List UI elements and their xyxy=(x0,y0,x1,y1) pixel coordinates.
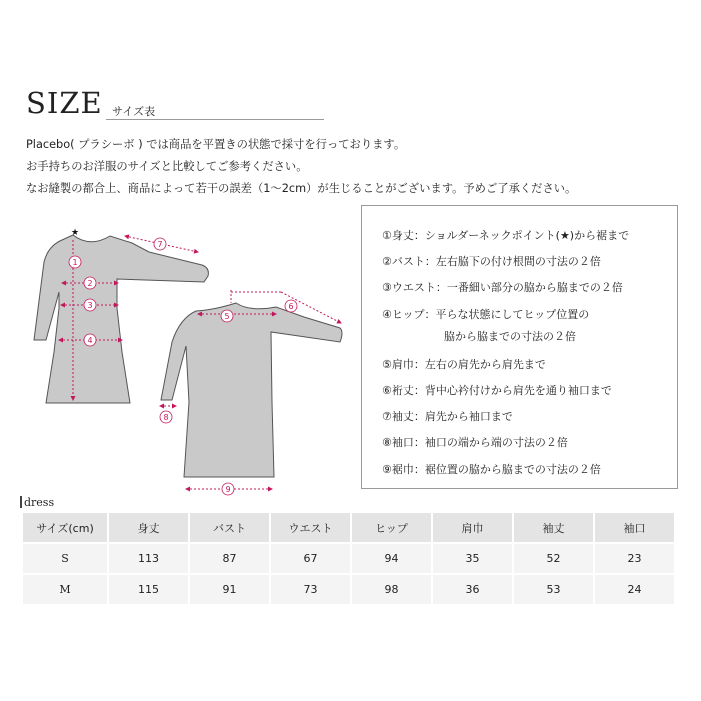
table-row xyxy=(23,575,674,604)
legend-item-body-length: ①身丈：ショルダーネックポイント(★)から裾まで xyxy=(382,229,630,242)
table-cell: 23 xyxy=(595,544,674,573)
table-row xyxy=(23,544,674,573)
legend-item-hip-continued: 脇から脇までの寸法の２倍 xyxy=(444,330,576,343)
back-dress-illustration xyxy=(161,303,342,477)
header-cuff: 袖口 xyxy=(595,513,674,542)
measure-label-6: 6 xyxy=(288,302,294,311)
measure-label-2: 2 xyxy=(87,279,93,288)
measure-cuff xyxy=(160,406,176,423)
table-cell: 91 xyxy=(190,575,269,604)
measure-label-9: 9 xyxy=(225,485,231,494)
front-dress-illustration xyxy=(34,235,208,403)
header-bust: バスト xyxy=(190,513,269,542)
legend-item-shoulder-width: ⑤肩巾：左右の肩先から肩先まで xyxy=(382,358,546,371)
table-cell: 24 xyxy=(595,575,674,604)
table-cell: 94 xyxy=(352,544,431,573)
header-body-length: 身丈 xyxy=(109,513,188,542)
table-label-marker xyxy=(20,496,22,508)
legend-item-bust: ②バスト：左右脇下の付け根間の寸法の２倍 xyxy=(382,255,601,268)
title-divider xyxy=(106,119,324,120)
measurement-diagram xyxy=(14,222,354,500)
intro-line-3: なお縫製の都合上、商品によって若干の誤差（1〜2cm）が生じることがございます。予めご了承ください。 xyxy=(26,182,577,195)
table-cell: 113 xyxy=(109,544,188,573)
intro-line-1: Placebo( プラシーボ ) では商品を平置きの状態で採寸を行っております。 xyxy=(26,138,406,151)
page-subtitle: サイズ表 xyxy=(112,105,156,118)
legend-item-cuff: ⑧袖口：袖口の端から端の寸法の２倍 xyxy=(382,436,568,449)
measure-label-7: 7 xyxy=(157,240,163,249)
table-cell: 35 xyxy=(433,544,512,573)
page-title: SIZE xyxy=(26,86,103,120)
table-header-row xyxy=(23,513,674,542)
measure-hem-width xyxy=(186,483,272,495)
intro-line-2: お手持ちのお洋服のサイズと比較してご参考ください。 xyxy=(26,160,308,173)
legend-item-waist: ③ウエスト：一番細い部分の脇から脇までの２倍 xyxy=(382,281,623,294)
table-cell: 36 xyxy=(433,575,512,604)
legend-item-yuki-length: ⑥裄丈：背中心衿付けから肩先を通り袖口まで xyxy=(382,384,612,397)
table-cell: 73 xyxy=(271,575,350,604)
table-cell: 87 xyxy=(190,544,269,573)
measure-label-4: 4 xyxy=(87,336,93,345)
header-hip: ヒップ xyxy=(352,513,431,542)
table-cell: 67 xyxy=(271,544,350,573)
legend-item-sleeve-length: ⑦袖丈：肩先から袖口まで xyxy=(382,410,513,423)
table-cell: 52 xyxy=(514,544,593,573)
measure-label-1: 1 xyxy=(72,258,78,267)
shoulder-neck-point-star: ★ xyxy=(71,228,80,238)
table-cell: 98 xyxy=(352,575,431,604)
row-size-s: S xyxy=(23,544,107,573)
size-table xyxy=(21,511,676,606)
header-size: サイズ(cm) xyxy=(23,513,107,542)
legend-item-hip: ④ヒップ：平らな状態にしてヒップ位置の xyxy=(382,308,590,321)
table-label: dress xyxy=(24,496,55,509)
measure-label-8: 8 xyxy=(163,413,169,422)
header-sleeve-length: 袖丈 xyxy=(514,513,593,542)
header-shoulder-width: 肩巾 xyxy=(433,513,512,542)
measure-label-3: 3 xyxy=(87,301,93,310)
table-cell: 115 xyxy=(109,575,188,604)
header-waist: ウエスト xyxy=(271,513,350,542)
legend-item-hem-width: ⑨裾巾：裾位置の脇から脇までの寸法の２倍 xyxy=(382,463,601,476)
table-cell: 53 xyxy=(514,575,593,604)
measure-label-5: 5 xyxy=(224,312,230,321)
row-size-m: M xyxy=(23,575,107,604)
